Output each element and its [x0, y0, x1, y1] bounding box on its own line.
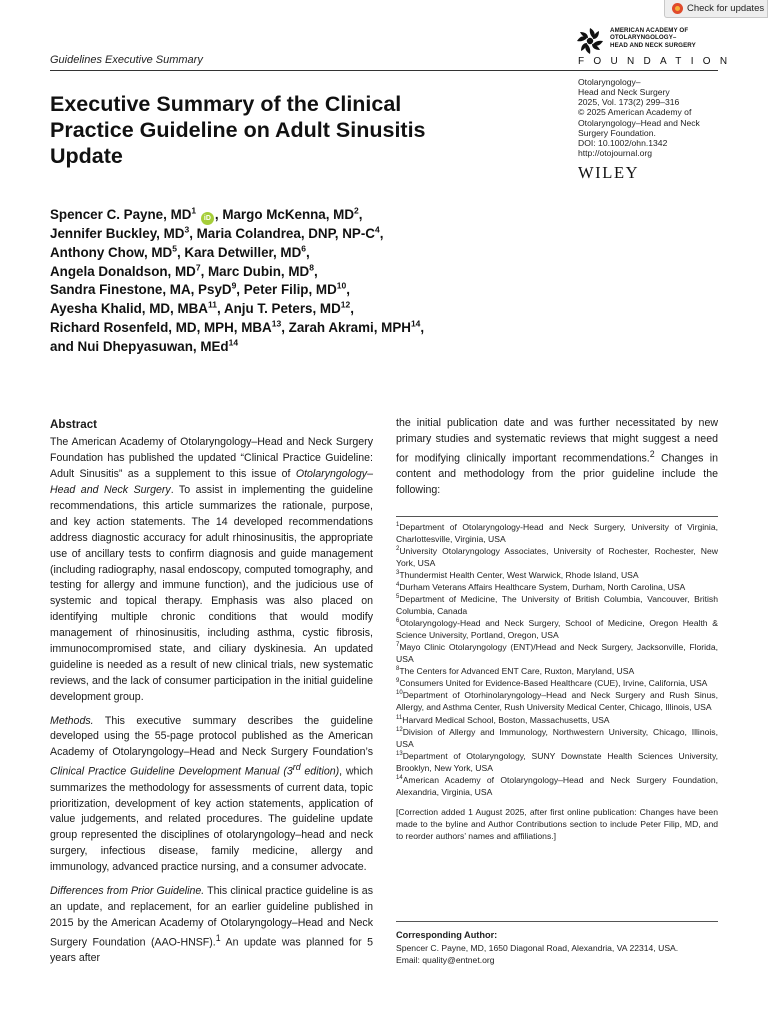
affiliation-number: 8 [396, 666, 400, 673]
abstract-section [50, 416, 373, 975]
journal-info-line: Surgery Foundation. [578, 127, 656, 138]
affiliation-number: 11 [396, 714, 403, 721]
affiliation-number: 9 [396, 678, 400, 685]
author-affiliation-sup[interactable]: 13 [271, 318, 282, 329]
affiliation-number: 6 [396, 618, 400, 625]
affiliation-item [396, 569, 718, 581]
author-name: Angela Donaldson, MD [50, 263, 196, 279]
affiliation-item [396, 593, 718, 617]
author-name: Ayesha Khalid, MD, MBA [50, 301, 208, 317]
corresponding-address: Spencer C. Payne, MD, 1650 Diagonal Road, Alexandria, VA 22314, USA. [396, 942, 679, 953]
affiliation-text: The Centers for Advanced ENT Care, Ruxton, Maryland, USA [399, 666, 635, 677]
right-column-text [396, 416, 718, 499]
author-name: Jennifer Buckley, MD [50, 226, 185, 241]
running-head: Guidelines Executive Summary [50, 54, 203, 66]
logo-line: HEAD AND NECK SURGERY [610, 41, 696, 49]
author-affiliation-sup[interactable]: 1 [191, 205, 197, 216]
affiliation-text: Department of Otorhinolaryngology–Head and Neck Surgery and Rush Sinus, Allergy, and Asthma Center, Rush University Medical Center, Chicago, Illinois, USA [396, 690, 718, 713]
logo-line: OTOLARYNGOLOGY– [610, 34, 677, 42]
affiliation-text: Department of Otolaryngology-Head and Neck Surgery, University of Virginia, Charlottesville, Virginia, USA [396, 522, 718, 545]
affiliation-number: 5 [396, 594, 400, 601]
check-for-updates-label: Check for updates [687, 3, 765, 14]
author-name: Anthony Chow, MD [50, 244, 173, 260]
differences-paragraph [50, 884, 373, 967]
affiliation-text: Division of Allergy and Immunology, Northwestern University, Chicago, Illinois, USA [396, 726, 718, 749]
author-name: Margo McKenna, MD [222, 207, 355, 222]
corresponding-email-line [396, 954, 718, 966]
manual-title-end: edition) [300, 765, 340, 778]
continuation-text: the initial publication date and was further necessitated by new primary studies and systematic reviews that might suggest a need for modifying clinically important recommendations. [396, 417, 718, 465]
author-affiliation-sup[interactable]: 5 [172, 243, 177, 254]
author-affiliation-sup[interactable]: 4 [374, 224, 380, 235]
affiliation-text: Durham Veterans Affairs Healthcare System, Durham, North Carolina, USA [399, 582, 686, 593]
corresponding-heading: Corresponding Author: [396, 930, 498, 940]
differences-text: This clinical practice guideline is as an update, and replacement, for an earlier guideline published in 2015 by the American Academy of Otolaryngology–Head and Neck Surgery Foundation (AAO-HNSF). [50, 884, 373, 949]
correction-note: [Correction added 1 August 2025, after first online publication: Changes have been made to the byline and Author Contributions section to include Peter Filip, MD, and to reorder authors’ names and affiliations.] [396, 806, 718, 841]
abstract-text: . To assist in implementing the guideline recommendations, this article summarizes the rationale, purpose, and key action statements. The 14 developed recommendations address diagnostic accuracy for adult rhinosinusitis, the appropriate use of ancillary tests to confirm diagnosis and guide management (including radiography, nasal endoscopy, computed tomography, and testing for allergy and immune function), and the judicious use of systemic and topical therapy. Emphasis was also placed on identifying multiple chronic conditions that would modify management of rhinosinusitis, including asthma, cystic fibrosis, immunocompromised state, and ciliary dyskinesia. An updated guideline is needed as a result of new clinical trials, new systematic reviews, and the lack of consumer participation in the initial guideline development group. [50, 484, 373, 703]
affiliation-item [396, 714, 718, 726]
author-name: Spencer C. Payne, MD [50, 207, 192, 222]
affiliation-item [396, 521, 718, 545]
foundation-logo-icon [576, 27, 604, 55]
author-affiliation-sup[interactable]: 10 [336, 280, 347, 291]
manual-title: Clinical Practice Guideline Development Manual (3 [50, 765, 293, 778]
affiliation-text: American Academy of Otolaryngology–Head and Neck Surgery Foundation, Alexandria, Virginia, USA [396, 774, 718, 797]
affiliations-divider [396, 516, 718, 517]
author-name: Zarah Akrami, MPH [288, 319, 411, 335]
logo-foundation-word: FOUNDATION [578, 56, 737, 67]
affiliation-text: Mayo Clinic Otolaryngology (ENT)/Head and Neck Surgery, Jacksonville, Florida, USA [396, 642, 718, 665]
affiliation-text: Otolaryngology-Head and Neck Surgery, School of Medicine, Oregon Health & Science University, Portland, Oregon, USA [396, 618, 718, 641]
continuation-paragraph [396, 416, 718, 499]
journal-info-line: © 2025 American Academy of [578, 107, 692, 118]
author-name: Nui Dhepyasuwan, MEd [77, 338, 229, 354]
journal-info-line: Head and Neck Surgery [578, 87, 670, 98]
methods-label: Methods. [50, 714, 94, 727]
abstract-heading: Abstract [50, 418, 98, 431]
affiliations-list [396, 521, 718, 842]
affiliation-number: 14 [396, 774, 403, 781]
author-name: Richard Rosenfeld, MD, MPH, MBA [50, 319, 272, 335]
doi-link[interactable]: DOI: 10.1002/ohn.1342 [578, 137, 668, 148]
journal-info-line: 2025, Vol. 173(2) 299–316 [578, 97, 680, 108]
methods-text: This executive summary describes the guideline developed using the 55-page protocol published as the American Academy of Otolaryngology–Head and Neck Surgery Foundation’s [50, 714, 373, 759]
affiliation-item [396, 750, 718, 774]
author-name: Sandra Finestone, MA, PsyD [50, 282, 232, 298]
header-divider [50, 70, 718, 71]
author-affiliation-sup[interactable]: 6 [301, 243, 306, 254]
differences-label: Differences from Prior Guideline. [50, 884, 205, 897]
affiliation-item [396, 774, 718, 798]
affiliation-number: 1 [396, 522, 400, 529]
differences-text: An update was planned for 5 years after [50, 936, 374, 965]
author-affiliation-sup[interactable]: 11 [207, 299, 217, 310]
affiliation-text: University Otolaryngology Associates, University of Rochester, Rochester, New York, USA [396, 546, 718, 569]
citation-link[interactable]: 2 [649, 448, 655, 459]
affiliation-item [396, 689, 718, 713]
author-name: Peter Filip, MD [243, 282, 337, 298]
affiliations-items [396, 521, 718, 798]
affiliation-text: Consumers United for Evidence-Based Healthcare (CUE), Irvine, California, USA [399, 678, 708, 689]
article-title: Executive Summary of the Clinical Practice Guideline on Adult Sinusitis Update [50, 92, 426, 168]
author-name: Maria Colandrea, DNP, NP-C [196, 226, 375, 241]
affiliation-text: Department of Medicine, The University of British Columbia, Vancouver, British Columbia, Canada [396, 594, 718, 617]
citation-link[interactable]: 1 [215, 932, 221, 943]
abstract-text: The American Academy of Otolaryngology–Head and Neck Surgery Foundation has published the updated “Clinical Practice Guideline: Adult Sinusitis” as a supplement to this issue of [50, 436, 373, 481]
check-for-updates-button[interactable] [664, 0, 768, 18]
affiliation-item [396, 581, 718, 593]
affiliation-item [396, 665, 718, 677]
continuation-text: Changes in content and methodology from the prior guideline include the following: [396, 452, 718, 497]
affiliation-number: 4 [396, 582, 400, 589]
email-link[interactable]: quality@entnet.org [422, 954, 495, 965]
logo-line: AMERICAN ACADEMY OF [610, 27, 689, 34]
foundation-logo-text [610, 27, 696, 49]
affiliation-number: 2 [396, 546, 400, 553]
journal-info-line: Otolaryngology–Head and Neck [578, 117, 700, 128]
methods-text: , which summarizes the methodology for assessments of current data, topic prioritization, development of key action statements, application of value judgements, and related procedures. The guideline update group represented the disciplines of otolaryngology–head and neck surgery, infectious disease, family medicine, allergy and immunology, advanced practice nursing, and a consumer advocate. [50, 765, 373, 874]
affiliation-text: Thundermist Health Center, West Warwick, Rhode Island, USA [399, 570, 639, 581]
author-affiliation-sup[interactable]: 14 [228, 337, 239, 348]
author-connector: and [50, 338, 74, 354]
affiliation-item [396, 545, 718, 569]
affiliation-item [396, 617, 718, 641]
journal-name: Otolaryngology–Head and Neck Surgery [50, 468, 373, 497]
author-affiliation-sup[interactable]: 12 [340, 299, 351, 310]
author-affiliation-sup[interactable]: 8 [309, 262, 314, 273]
email-label: Email: [396, 954, 423, 965]
publisher-logo: WILEY [578, 163, 640, 182]
abstract-paragraph [50, 435, 373, 705]
journal-info-line: Otolaryngology– [578, 77, 641, 87]
orcid-icon[interactable]: iD [201, 212, 214, 225]
corresponding-author [396, 929, 718, 966]
corresponding-divider [396, 921, 718, 922]
affiliation-item [396, 677, 718, 689]
affiliation-text: Harvard Medical School, Boston, Massachusetts, USA [402, 714, 610, 725]
author-affiliation-sup[interactable]: 7 [195, 262, 201, 273]
affiliation-number: 12 [396, 726, 403, 733]
affiliation-number: 3 [396, 570, 400, 577]
journal-url-link[interactable]: http://otojournal.org [578, 147, 653, 158]
author-affiliation-sup[interactable]: 3 [184, 224, 190, 235]
affiliation-number: 7 [396, 642, 400, 649]
journal-info [578, 77, 718, 158]
author-name: Kara Detwiller, MD [184, 244, 302, 260]
manual-edition-sup: rd [292, 762, 301, 773]
methods-paragraph [50, 714, 373, 876]
affiliation-item [396, 726, 718, 750]
author-name: Marc Dubin, MD [208, 263, 310, 279]
affiliation-number: 13 [396, 750, 403, 757]
author-name: Anju T. Peters, MD [223, 301, 341, 317]
author-affiliation-sup[interactable]: 14 [410, 318, 421, 329]
affiliation-text: Department of Otolaryngology, SUNY Downstate Health Sciences University, Brooklyn, New York, USA [396, 750, 718, 773]
affiliation-item [396, 641, 718, 665]
crossmark-icon [672, 3, 683, 14]
author-affiliation-sup[interactable]: 9 [231, 280, 237, 291]
author-affiliation-sup[interactable]: 2 [354, 205, 359, 216]
affiliation-number: 10 [396, 690, 403, 697]
author-list: Spencer C. Payne, $MD^1$ iD , Margo McKenna, $MD^2$, Jennifer Buckley, $MD^3$, Maria Colandrea, DNP, $NP-C^4$, Anthony Chow, $MD^5$, Kara Detwiller, $MD^6$, Angela Donaldson, $MD^7$, Marc Dubin, $MD^8$, Sandra Finestone, MA, PsyD$^9$, Peter Filip, MD$^{10}$, Ayesha Khalid, MD, MBA$^{11}$, Anju T. Peters, MD$^{12}$, Richard Rosenfeld, MD, MPH, MBA$^{13}$, Zarah Akrami, MPH$^{14}$, and Nui Dhepyasuwan, MEd$^{14}$ [50, 205, 425, 354]
